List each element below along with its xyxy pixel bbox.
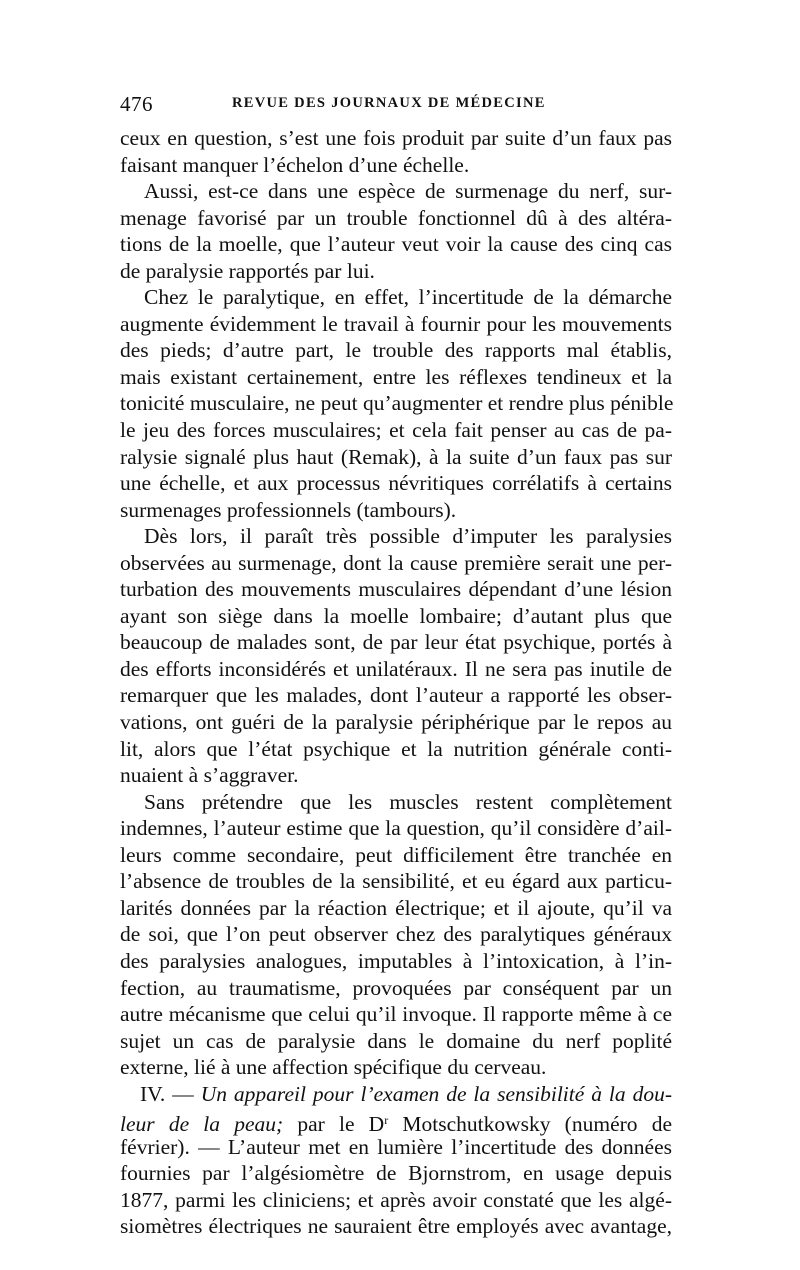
text-line: ralysie signalé plus haut (Remak), à la suite d’un faux pas sur [120, 444, 672, 469]
paragraph-start-line: Dès lors, il paraît très possible d’imputer les paralysies [144, 524, 672, 549]
text-line: ayant son siège dans la moelle lombaire; d’autant plus que [120, 603, 672, 628]
text-line: beaucoup de malades sont, de par leur état psychique, portés à [120, 630, 672, 655]
text-line: des pieds; d’autre part, le trouble des rapports mal établis, [120, 338, 672, 363]
text-line: tions de la moelle, que l’auteur veut voir la cause des cinq cas [120, 232, 672, 257]
text-line: sujet un cas de paralysie dans le domaine du nerf poplité [120, 1028, 672, 1053]
text-line: turbation des mouvements musculaires dépendant d’une lésion [120, 577, 672, 602]
text-line: lit, alors que l’état psychique et la nutrition générale conti- [120, 736, 672, 761]
text-line: fection, au traumatisme, provoquées par conséquent par un [120, 975, 672, 1000]
paragraph-start-line: Aussi, est-ce dans une espèce de surmenage du nerf, sur- [144, 179, 672, 204]
section-heading-line [120, 1081, 672, 1108]
text-line: augmente évidemment le travail à fournir pour les mouvements [120, 311, 672, 336]
author-prefix: par le D [283, 1112, 385, 1137]
text-line: faisant manquer l’échelon d’une échelle. [120, 152, 470, 177]
article-title-italic: Un appareil pour l’examen de la sensibilité à la dou- [200, 1081, 673, 1106]
text-line: larités données par la réaction électrique; et il ajoute, qu’il va [120, 895, 672, 920]
doctor-superscript: r [384, 1113, 389, 1128]
section-roman-numeral: IV. — [140, 1081, 201, 1106]
text-line: une échelle, et aux processus névritiques corrélatifs à certains [120, 471, 672, 496]
text-line: surmenages professionnels (tambours). [120, 497, 457, 522]
article-title-italic-end: leur de la peau; [120, 1112, 284, 1137]
text-line: menage favorisé par un trouble fonctionnel dû à des altéra- [120, 205, 672, 230]
text-line: externe, lié à une affection spécifique du cerveau. [120, 1055, 547, 1080]
paragraph-start-line: Sans prétendre que les muscles restent complètement [144, 789, 672, 814]
running-title: REVUE DES JOURNAUX DE MÉDECINE [232, 95, 546, 111]
text-line: des efforts inconsidérés et unilatéraux. Il ne sera pas inutile de [120, 656, 672, 681]
text-line: ceux en question, s’est une fois produit par suite d’un faux pas [120, 126, 672, 150]
page-number: 476 [120, 92, 153, 116]
text-line: autre mécanisme que celui qu’il invoque. Il rapporte même à ce [120, 1002, 672, 1027]
text-line: vations, ont guéri de la paralysie périphérique par le repos au [120, 710, 672, 735]
text-line: leurs comme secondaire, peut difficilement être tranchée en [120, 842, 672, 867]
text-line: le jeu des forces musculaires; et cela fait penser au cas de pa- [120, 418, 672, 443]
text-line: de paralysie rapportés par lui. [120, 258, 375, 283]
page-header [120, 92, 680, 120]
text-line: de soi, que l’on peut observer chez des paralytiques généraux [120, 922, 672, 947]
text-line: remarquer que les malades, dont l’auteur a rapporté les obser- [120, 683, 672, 708]
text-line: mais existant certainement, entre les réflexes tendineux et la [120, 364, 672, 389]
text-line: février). — L’auteur met en lumière l’incertitude des données [120, 1134, 672, 1159]
text-line: 1877, parmi les cliniciens; et après avoir constaté que les algé- [120, 1187, 672, 1212]
author-and-issue: Motschutkowsky (numéro de [388, 1112, 672, 1137]
text-line: observées au surmenage, dont la cause première serait une per- [120, 550, 672, 575]
text-line: fournies par l’algésiomètre de Bjornstrom, en usage depuis [120, 1161, 672, 1186]
article-body [120, 125, 672, 1240]
text-line: nuaient à s’aggraver. [120, 763, 299, 788]
text-line: des paralysies analogues, imputables à l’intoxication, à l’in- [120, 948, 672, 973]
text-line: indemnes, l’auteur estime que la question, qu’il considère d’ail- [120, 816, 672, 841]
paragraph-start-line: Chez le paralytique, en effet, l’incertitude de la démarche [144, 285, 672, 310]
text-line: siomètres électriques ne sauraient être employés avec avantage, [120, 1214, 672, 1239]
text-line [120, 1107, 672, 1137]
text-line: tonicité musculaire, ne peut qu’augmenter et rendre plus pénible [120, 391, 674, 416]
text-line: l’absence de troubles de la sensibilité, et eu égard aux particu- [120, 869, 672, 894]
